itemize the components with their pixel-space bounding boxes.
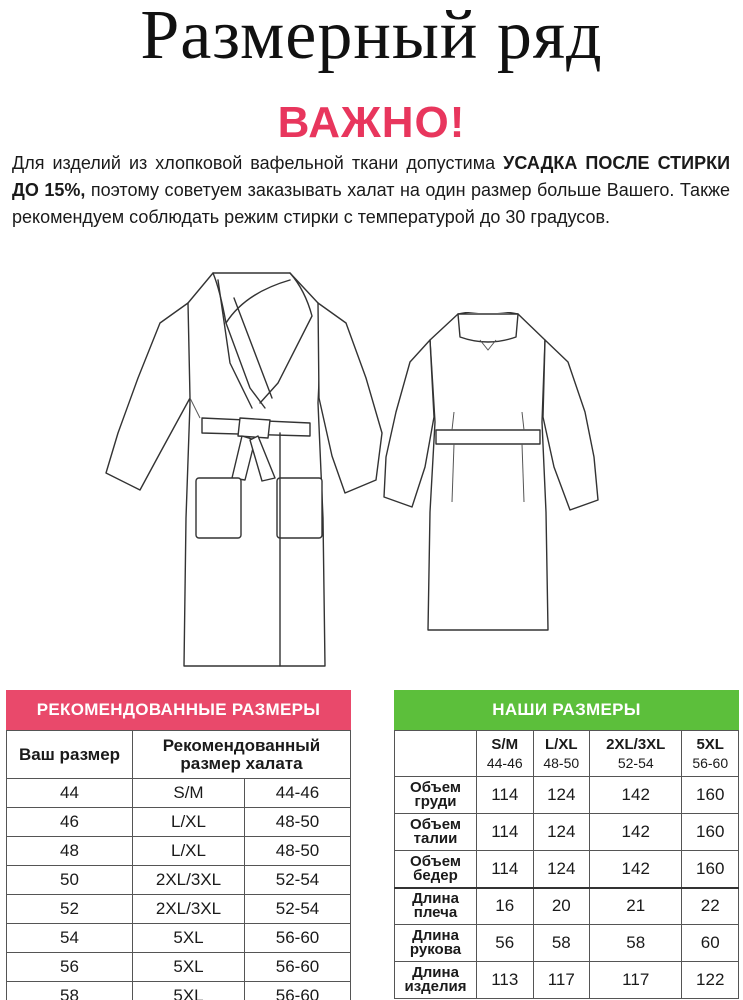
measurement-value: 16 xyxy=(477,888,534,925)
measurement-value: 142 xyxy=(590,777,682,814)
rec-cell-size: L/XL xyxy=(133,837,245,866)
measurement-label xyxy=(395,888,477,925)
measurement-value: 22 xyxy=(682,888,739,925)
measurement-value: 142 xyxy=(590,851,682,888)
rec-cell-your: 48 xyxy=(7,837,133,866)
table-row xyxy=(395,851,739,888)
size-range: 44-46 xyxy=(486,754,523,771)
measurement-label-line1: Объем xyxy=(410,779,461,796)
rec-cell-range: 56-60 xyxy=(245,982,351,1000)
measurement-label-line2: рукова xyxy=(409,941,462,958)
rec-cell-your: 56 xyxy=(7,953,133,982)
measurement-label-line1: Длина xyxy=(412,964,459,981)
rec-cell-size: 2XL/3XL xyxy=(133,895,245,924)
size-column-header xyxy=(682,731,739,777)
measurement-value: 117 xyxy=(590,962,682,999)
rec-cell-range: 48-50 xyxy=(245,808,351,837)
measurement-value: 114 xyxy=(477,777,534,814)
rec-cell-size: L/XL xyxy=(133,808,245,837)
rec-cell-range: 56-60 xyxy=(245,924,351,953)
table-row xyxy=(395,777,739,814)
robe-front-illustration xyxy=(100,268,390,673)
rec-cell-your: 52 xyxy=(7,895,133,924)
measurement-label xyxy=(395,814,477,851)
measurement-label-line1: Объем xyxy=(410,816,461,833)
rec-cell-size: 5XL xyxy=(133,982,245,1000)
recommended-sizes-header: РЕКОМЕНДОВАННЫЕ РАЗМЕРЫ xyxy=(6,690,351,730)
col-recommended-size xyxy=(133,731,351,779)
measurement-label xyxy=(395,925,477,962)
measurement-value: 124 xyxy=(533,814,590,851)
size-range: 56-60 xyxy=(692,754,729,771)
table-row xyxy=(7,895,351,924)
measurement-value: 20 xyxy=(533,888,590,925)
table-row xyxy=(395,814,739,851)
measurement-label xyxy=(395,962,477,999)
size-range: 48-50 xyxy=(543,754,580,771)
measurement-value: 58 xyxy=(590,925,682,962)
corner-cell xyxy=(395,731,477,777)
table-row xyxy=(7,982,351,1000)
table-row xyxy=(7,779,351,808)
rec-cell-your: 54 xyxy=(7,924,133,953)
measurement-label xyxy=(395,777,477,814)
table-row xyxy=(7,953,351,982)
notice-text-1: Для изделий из хлопковой вафельной ткани допустима xyxy=(12,153,504,173)
rec-cell-range: 44-46 xyxy=(245,779,351,808)
measurement-label-line1: Длина xyxy=(412,890,459,908)
measurement-value: 160 xyxy=(682,851,739,888)
measurement-value: 114 xyxy=(477,851,534,888)
rec-cell-size: 2XL/3XL xyxy=(133,866,245,895)
rec-cell-your: 46 xyxy=(7,808,133,837)
rec-cell-range: 56-60 xyxy=(245,953,351,982)
measurement-label-line2: плеча xyxy=(413,904,458,922)
recommended-sizes-table xyxy=(6,690,351,1000)
measurement-label-line2: талии xyxy=(413,830,458,847)
measurement-value: 21 xyxy=(590,888,682,925)
measurement-label-line2: бедер xyxy=(413,866,458,884)
measurement-value: 56 xyxy=(477,925,534,962)
measurement-label-line2: груди xyxy=(414,793,457,810)
rec-cell-size: S/M xyxy=(133,779,245,808)
table-row xyxy=(7,924,351,953)
size-label: L/XL xyxy=(545,735,578,753)
measurement-value: 60 xyxy=(682,925,739,962)
measurement-label-line2: изделия xyxy=(404,978,467,995)
size-label: S/M xyxy=(491,735,519,753)
care-notice xyxy=(12,150,730,231)
robe-back-illustration xyxy=(380,312,630,637)
notice-bold: УСАДКА ПОСЛЕ СТИРКИ ДО 15%, xyxy=(12,153,731,200)
rec-cell-size: 5XL xyxy=(133,953,245,982)
rec-cell-your: 50 xyxy=(7,866,133,895)
size-label: 5XL xyxy=(696,735,724,753)
rec-cell-your: 58 xyxy=(7,982,133,1000)
page-title: Размерный ряд xyxy=(140,0,603,74)
notice-text-2: поэтому советуем заказывать халат на один размер больше Вашего. Также рекомендуем соблюдать режим стирки с температурой до 30 градусов. xyxy=(12,180,730,227)
measurement-value: 160 xyxy=(682,814,739,851)
table-row xyxy=(7,837,351,866)
measurement-label-line1: Длина xyxy=(412,927,459,944)
measurement-value: 113 xyxy=(477,962,534,999)
table-row xyxy=(395,962,739,999)
col-rec-line2: размер халата xyxy=(180,753,303,773)
rec-cell-range: 52-54 xyxy=(245,895,351,924)
table-row xyxy=(395,888,739,925)
measurement-value: 58 xyxy=(533,925,590,962)
size-label: 2XL/3XL xyxy=(606,735,666,753)
measurement-label-line1: Объем xyxy=(410,852,461,870)
measurement-value: 122 xyxy=(682,962,739,999)
measurement-value: 117 xyxy=(533,962,590,999)
measurement-value: 114 xyxy=(477,814,534,851)
table-row xyxy=(7,866,351,895)
rec-cell-your: 44 xyxy=(7,779,133,808)
measurement-value: 124 xyxy=(533,851,590,888)
size-column-header xyxy=(590,731,682,777)
col-rec-line1: Рекомендованный xyxy=(162,735,321,755)
table-row xyxy=(395,925,739,962)
our-sizes-table xyxy=(394,690,739,999)
important-heading: ВАЖНО! xyxy=(277,98,466,147)
measurement-value: 142 xyxy=(590,814,682,851)
rec-cell-range: 52-54 xyxy=(245,866,351,895)
size-column-header xyxy=(477,731,534,777)
measurement-value: 124 xyxy=(533,777,590,814)
rec-cell-range: 48-50 xyxy=(245,837,351,866)
size-range: 52-54 xyxy=(617,754,654,771)
measurement-value: 160 xyxy=(682,777,739,814)
size-column-header xyxy=(533,731,590,777)
col-your-size: Ваш размер xyxy=(7,731,133,779)
our-sizes-header: НАШИ РАЗМЕРЫ xyxy=(394,690,739,730)
measurement-label xyxy=(395,851,477,888)
table-row xyxy=(7,808,351,837)
rec-cell-size: 5XL xyxy=(133,924,245,953)
